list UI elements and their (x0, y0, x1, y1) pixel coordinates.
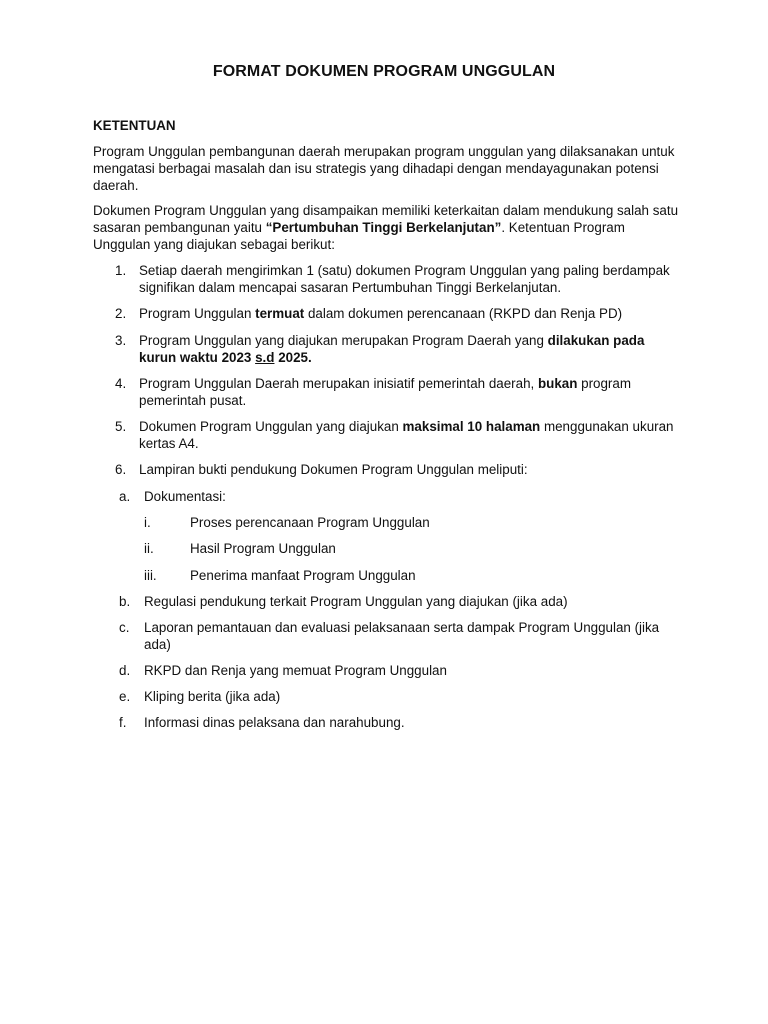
list-item-text (139, 305, 679, 322)
list-item-bold-text: termuat (255, 306, 305, 321)
roman-list-item-text: Hasil Program Unggulan (190, 541, 336, 556)
paragraph-intro: Program Unggulan pembangunan daerah merupakan program unggulan yang dilaksanakan untuk mengatasi berbagai masalah dan isu strategis yang dihadapi dengan mendayagunakan potensi daerah. (93, 144, 675, 193)
sub-list-item-text: Kliping berita (jika ada) (144, 689, 281, 704)
roman-list-item-numeral: i. (144, 515, 151, 530)
sub-list-item-text: Dokumentasi: (144, 489, 226, 504)
roman-list-item-text: Penerima manfaat Program Unggulan (190, 568, 416, 583)
paragraph-bold-text: “Pertumbuhan Tinggi Berkelanjutan” (265, 220, 502, 235)
sub-list-item-letter: b. (119, 594, 131, 609)
sub-list-item-letter: a. (119, 489, 131, 504)
list-item-bold-text: maksimal 10 halaman (402, 419, 541, 434)
list-item-text-part: Setiap daerah mengirimkan 1 (satu) dokumen Program Unggulan yang paling berdampak signifikan dalam mencapai sasaran Pertumbuhan Tinggi Berkelanjutan. (139, 263, 670, 295)
list-item-bold-text: bukan (537, 376, 578, 391)
list-item-text (139, 332, 679, 366)
list-item-bold-part: 2025. (274, 350, 312, 365)
list-item-text (139, 262, 679, 296)
list-item-text-part: Program Unggulan (139, 306, 256, 321)
sub-list-item-letter: c. (119, 620, 130, 635)
roman-list-item-numeral: ii. (144, 541, 154, 556)
sub-list-item-letter: f. (119, 715, 127, 730)
list-item-bold-part: dilakukan pada kurun waktu 2023 (139, 333, 645, 365)
list-item-text-part: Program Unggulan yang diajukan merupakan Program Daerah yang (139, 333, 548, 348)
roman-list-item-text: Proses perencanaan Program Unggulan (190, 515, 430, 530)
list-item-text (139, 418, 679, 452)
list-item-underlined-text: s.d (255, 350, 275, 365)
sub-list-item-text: RKPD dan Renja yang memuat Program Unggulan (144, 663, 447, 678)
list-item-number: 5. (115, 419, 127, 434)
list-item-text-part: menggunakan ukuran kertas A4. (139, 419, 674, 451)
sub-list-item-text: Regulasi pendukung terkait Program Unggulan yang diajukan (jika ada) (144, 594, 568, 609)
sub-list-item-text: Informasi dinas pelaksana dan narahubung. (144, 715, 405, 730)
list-item-text (139, 461, 679, 478)
list-item-number: 3. (115, 333, 127, 348)
list-item-number: 4. (115, 376, 127, 391)
paragraph-text: Dokumen Program Unggulan yang disampaikan memiliki keterkaitan dalam mendukung salah satu sasaran pembangunan yaitu (93, 203, 679, 235)
sub-list-item-letter: d. (119, 663, 131, 678)
list-item-number: 6. (115, 462, 127, 477)
section-heading: KETENTUAN (93, 118, 176, 133)
document-title: FORMAT DOKUMEN PROGRAM UNGGULAN (212, 63, 556, 80)
list-item-text-part: program pemerintah pusat. (139, 376, 631, 408)
roman-list-item-numeral: iii. (144, 568, 157, 583)
paragraph-sasaran (93, 202, 683, 253)
list-item-text-part: Program Unggulan Daerah merupakan inisiatif pemerintah daerah, (139, 376, 538, 391)
list-item-text-part: Lampiran bukti pendukung Dokumen Program Unggulan meliputi: (139, 462, 528, 477)
sub-list-item-text: Laporan pemantauan dan evaluasi pelaksanaan serta dampak Program Unggulan (jika ada) (144, 620, 660, 652)
list-item-text-part: Dokumen Program Unggulan yang diajukan (139, 419, 403, 434)
list-item-text-part: dalam dokumen perencanaan (RKPD dan Renja PD) (304, 306, 623, 321)
paragraph-text: . Ketentuan Program Unggulan yang diajukan sebagai berikut: (93, 220, 625, 252)
list-item-number: 1. (115, 263, 127, 278)
list-item-number: 2. (115, 306, 127, 321)
list-item-text (139, 375, 679, 409)
sub-list-item-letter: e. (119, 689, 131, 704)
